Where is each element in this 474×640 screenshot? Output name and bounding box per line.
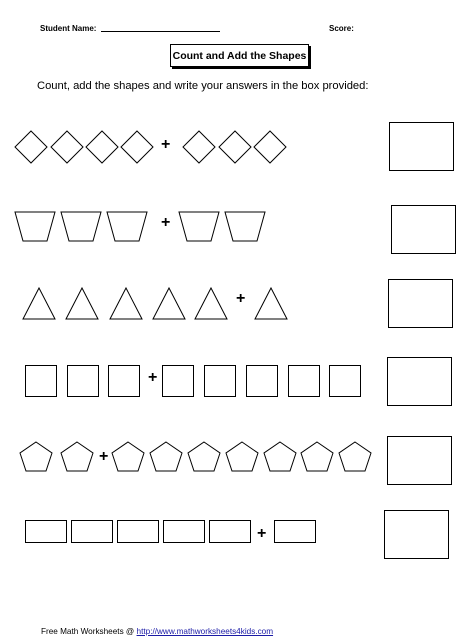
instructions: Count, add the shapes and write your answers in the box provided: [37, 80, 369, 92]
diamond-shape [121, 131, 153, 163]
pentagon-shape [264, 442, 296, 471]
triangle-shape [66, 288, 98, 319]
square-shape [108, 365, 140, 397]
answer-box[interactable] [384, 510, 449, 559]
trapezoid-shape [61, 212, 101, 241]
score-label: Score: [329, 24, 354, 33]
rectangle-shape [71, 520, 113, 543]
square-shape [25, 365, 57, 397]
square-shape [204, 365, 236, 397]
square-shape [288, 365, 320, 397]
footer-link[interactable]: http://www.mathworksheets4kids.com [136, 627, 274, 636]
rectangle-shape [25, 520, 67, 543]
worksheet-title [170, 44, 309, 67]
pentagon-shape [20, 442, 52, 471]
pentagon-shape [188, 442, 220, 471]
pentagon-shape [112, 442, 144, 471]
triangle-shape [153, 288, 185, 319]
diamond-shape [15, 131, 47, 163]
plus-sign: + [148, 369, 158, 386]
triangle-shape [23, 288, 55, 319]
worksheet-title-text: Count and Add the Shapes [172, 49, 307, 62]
triangle-shape [255, 288, 287, 319]
rectangle-shape [163, 520, 205, 543]
answer-box[interactable] [388, 279, 453, 328]
square-shape [162, 365, 194, 397]
footer [41, 627, 273, 636]
diamond-shape [183, 131, 215, 163]
answer-box[interactable] [391, 205, 456, 254]
plus-sign: + [161, 136, 171, 153]
triangle-shape [195, 288, 227, 319]
diamond-shape [254, 131, 286, 163]
trapezoid-shape [15, 212, 55, 241]
answer-box[interactable] [387, 357, 452, 406]
square-shape [329, 365, 361, 397]
pentagon-shape [301, 442, 333, 471]
rectangle-shape [209, 520, 251, 543]
footer-prefix: Free Math Worksheets @ [41, 627, 137, 636]
plus-sign: + [257, 525, 267, 542]
pentagon-shape [61, 442, 93, 471]
answer-box[interactable] [387, 436, 452, 485]
diamond-shape [51, 131, 83, 163]
rectangle-shape [117, 520, 159, 543]
pentagon-shape [150, 442, 182, 471]
diamond-shape [86, 131, 118, 163]
plus-sign: + [161, 214, 171, 231]
answer-box[interactable] [389, 122, 454, 171]
pentagon-shape [226, 442, 258, 471]
student-name-label: Student Name: [40, 24, 97, 33]
square-shape [67, 365, 99, 397]
trapezoid-shape [225, 212, 265, 241]
diamond-shape [219, 131, 251, 163]
student-name-line[interactable] [101, 31, 220, 32]
trapezoid-shape [107, 212, 147, 241]
square-shape [246, 365, 278, 397]
rectangle-shape [274, 520, 316, 543]
plus-sign: + [236, 290, 246, 307]
plus-sign: + [99, 448, 109, 465]
trapezoid-shape [179, 212, 219, 241]
triangle-shape [110, 288, 142, 319]
pentagon-shape [339, 442, 371, 471]
